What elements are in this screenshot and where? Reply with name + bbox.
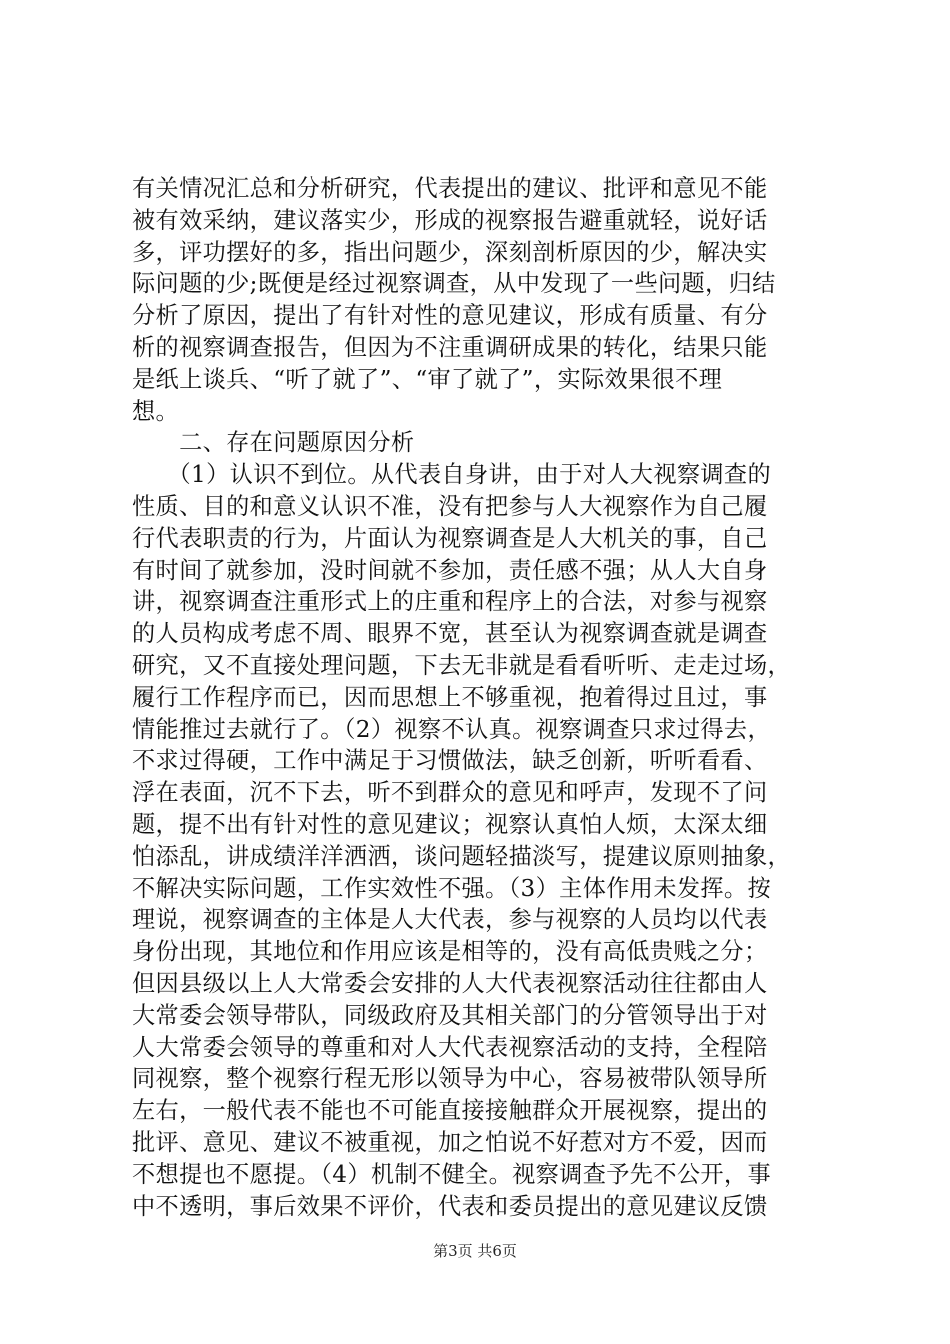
text-line: 际问题的少;既便是经过视察调查，从中发现了一些问题，归结 — [132, 270, 776, 298]
text-line: 不求过得硬，工作中满足于习惯做法，缺乏创新，听听看看、 — [132, 747, 768, 775]
text-line: 不解决实际问题，工作实效性不强。（3）主体作用未发挥。按 — [132, 874, 772, 902]
text-line: 怕添乱，讲成绩洋洋洒洒，谈问题轻描淡写，提建议原则抽象， — [132, 842, 792, 870]
section-heading: 二、存在问题原因分析 — [132, 429, 415, 457]
text-line: 理说，视察调查的主体是人大代表，参与视察的人员均以代表 — [132, 906, 768, 934]
text-line: 性质、目的和意义认识不准，没有把参与人大视察作为自己履 — [132, 492, 768, 520]
text-line: 有时间了就参加，没时间就不参加，责任感不强；从人大自身 — [132, 556, 768, 584]
text-line: 是纸上谈兵、“听了就了”、“审了就了”，实际效果很不理 — [132, 365, 723, 393]
text-line: 情能推过去就行了。（2）视察不认真。视察调查只求过得去， — [132, 715, 772, 743]
text-line: 的人员构成考虑不周、眼界不宽，甚至认为视察调查就是调查 — [132, 620, 768, 648]
text-line: 题，提不出有针对性的意见建议；视察认真怕人烦，太深太细 — [132, 810, 768, 838]
text-line: 左右，一般代表不能也不可能直接接触群众开展视察，提出的 — [132, 1097, 768, 1125]
text-line: 讲，视察调查注重形式上的庄重和程序上的合法，对参与视察 — [132, 588, 768, 616]
text-line: 研究，又不直接处理问题，下去无非就是看看听听、走走过场， — [132, 651, 792, 679]
text-line: 履行工作程序而已，因而思想上不够重视，抱着得过且过，事 — [132, 683, 768, 711]
text-line: 身份出现，其地位和作用应该是相等的，没有高低贵贱之分； — [132, 938, 768, 966]
text-line: 有关情况汇总和分析研究，代表提出的建议、批评和意见不能 — [132, 175, 768, 202]
text-line: 大常委会领导带队，同级政府及其相关部门的分管领导出于对 — [132, 1001, 768, 1029]
text-line: 浮在表面，沉不下去，听不到群众的意见和呼声，发现不了问 — [132, 779, 768, 807]
text-line: 行代表职责的行为，片面认为视察调查是人大机关的事，自己 — [132, 524, 768, 552]
text-line: 同视察，整个视察行程无形以领导为中心，容易被带队领导所 — [132, 1065, 768, 1093]
text-line: 人大常委会领导的尊重和对人大代表视察活动的支持，全程陪 — [132, 1033, 768, 1061]
text-line: 多，评功摆好的多，指出问题少，深刻剖析原因的少，解决实 — [132, 238, 768, 266]
text-line: 析的视察调查报告，但因为不注重调研成果的转化，结果只能 — [132, 333, 768, 361]
page-number-footer: 第3页 共6页 — [433, 1242, 517, 1260]
text-line: 但因县级以上人大常委会安排的人大代表视察活动往往都由人 — [132, 969, 768, 997]
body-text — [132, 173, 832, 1222]
text-line: （1）认识不到位。从代表自身讲，由于对人大视察调查的 — [132, 461, 772, 489]
text-line: 被有效采纳，建议落实少，形成的视察报告避重就轻，说好话 — [132, 206, 768, 234]
text-line: 想。 — [132, 397, 180, 425]
text-line: 分析了原因，提出了有针对性的意见建议，形成有质量、有分 — [132, 302, 768, 330]
text-line: 中不透明，事后效果不评价，代表和委员提出的意见建议反馈 — [132, 1192, 768, 1220]
text-line: 不想提也不愿提。（4）机制不健全。视察调查予先不公开，事 — [132, 1160, 772, 1188]
text-line: 批评、意见、建议不被重视，加之怕说不好惹对方不爱，因而 — [132, 1128, 768, 1156]
